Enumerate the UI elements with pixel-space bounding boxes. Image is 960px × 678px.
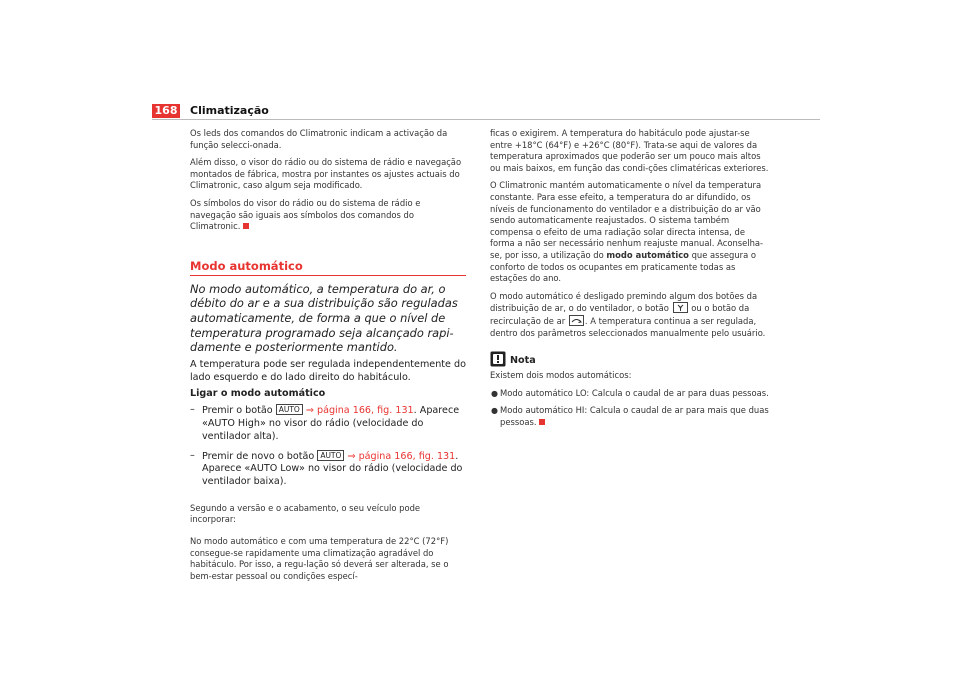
paragraph-text-end: . A temperatura continua a ser regulada, dentro dos parâmetros seleccionados manualmente pelo usuário. (490, 315, 766, 338)
bullet-icon: ● (491, 388, 498, 398)
step-dash: – (190, 404, 195, 416)
page-reference-link[interactable]: ⇒ página 166, fig. 131 (347, 450, 456, 462)
note-label: Nota (510, 355, 536, 367)
step-text: Premir o botão (202, 405, 273, 417)
page-reference-link[interactable]: ⇒ página 166, fig. 131 (305, 405, 414, 417)
fan-button-icon (673, 302, 688, 313)
right-column (490, 128, 770, 434)
step-text: Premir de novo o botão (202, 450, 315, 462)
bullet-icon: ● (491, 406, 498, 416)
paragraph-text-end: que assegura o conforto de todos os ocupantes em praticamente todas as estações do ano. (490, 249, 757, 284)
header-divider (152, 119, 820, 120)
paragraph-radio-display: Além disso, o visor do rádio ou do sistema de rádio e navegação montados de fábrica, mostra por instantes os ajustes actuais do Climatronic, caso algum seja modificado. (190, 157, 462, 191)
paragraph-climatronic-constant (490, 180, 770, 284)
step-text-end: . Aparece «AUTO High» no visor do rádio (velocidade do ventilador alta). (202, 405, 460, 442)
list-item-text: Modo automático HI: Calcula o caudal de ar para mais que duas pessoas. (500, 405, 769, 427)
paragraph-text: O modo automático é desligado premindo algum dos botões da distribuição de ar, o do ventilador, o botão (490, 290, 758, 314)
recirculation-button-icon (569, 315, 584, 326)
paragraph-auto-off (490, 291, 770, 339)
step-dash: – (190, 449, 195, 461)
subheading-enable-auto: Ligar o modo automático (190, 388, 326, 400)
paragraph-leds: Os leds dos comandos do Climatronic indicam a activação da função selecci-onada. (190, 128, 448, 150)
section-heading-auto-mode: Modo automático (190, 259, 466, 276)
paragraph-text: ou o botão da recirculação de ar (490, 303, 750, 326)
page-header-title: Climatização (190, 104, 269, 117)
auto-key-icon: AUTO (317, 450, 344, 461)
bold-auto-mode: modo automático (606, 249, 689, 260)
left-column (190, 128, 466, 588)
paragraph-symbols (190, 198, 466, 233)
paragraph-temperature-range: ficas o exigirem. A temperatura do habitáculo pode ajustar-se entre +18°C (64°F) e +26°C (80°F). Trata-se aqui de valores da temperatura aproximados que poderão ser um pouco mais altos ou mais baixos, em função das condi-ções climatéricas exteriores. (490, 128, 769, 173)
paragraph-temperature-sides: A temperatura pode ser regulada independentemente do lado esquerdo e do lado direito do habitáculo. (190, 358, 466, 383)
paragraph-text: O Climatronic mantém automaticamente o nível da temperatura constante. Para esse efeito, a temperatura do ar difundido, os níveis de funcionamento do ventilador e a distribuição do ar vão sendo automaticamente reajustados. O sistema também compensa o efeito de uma radiação solar directa intensa, de forma a não ser necessário nenhum reajuste manual. Aconselha-se, por isso, a utilização do (490, 180, 764, 260)
paragraph-symbols-text: Os símbolos do visor do rádio ou do sistema de rádio e navegação são iguais aos símbolos dos comandos do Climatronic. (190, 197, 421, 232)
end-of-section-icon (243, 223, 249, 229)
page-number: 168 (152, 104, 180, 118)
note-intro: Existem dois modos automáticos: (490, 370, 632, 381)
version-note: Segundo a versão e o acabamento, o seu veículo pode incorporar: (190, 502, 421, 525)
note-header (490, 351, 770, 367)
note-icon (490, 351, 506, 367)
auto-key-icon: AUTO (276, 404, 303, 415)
end-of-section-icon (539, 419, 545, 425)
paragraph-22-degrees: No modo automático e com uma temperatura de 22°C (72°F) consegue-se rapidamente uma climatização agradável do habitáculo. Por isso, a regu-lação só deverá ser alterada, se o bem-estar pessoal ou condições especí- (190, 536, 449, 581)
section-lead: No modo automático, a temperatura do ar, o débito do ar e a sua distribuição são reguladas automaticamente, de forma a que o nível de temperatura programado seja alcançado rapi-damente e posteriormente mantido. (190, 281, 458, 355)
instruction-step-1 (190, 404, 466, 443)
step-text-end: . Aparece «AUTO Low» no visor do rádio (velocidade do ventilador baixa). (202, 450, 463, 488)
list-item (490, 388, 770, 400)
instruction-step-2 (190, 450, 466, 489)
list-item-text: Modo automático LO: Calcula o caudal de ar para duas pessoas. (500, 387, 769, 398)
list-item (490, 405, 770, 428)
